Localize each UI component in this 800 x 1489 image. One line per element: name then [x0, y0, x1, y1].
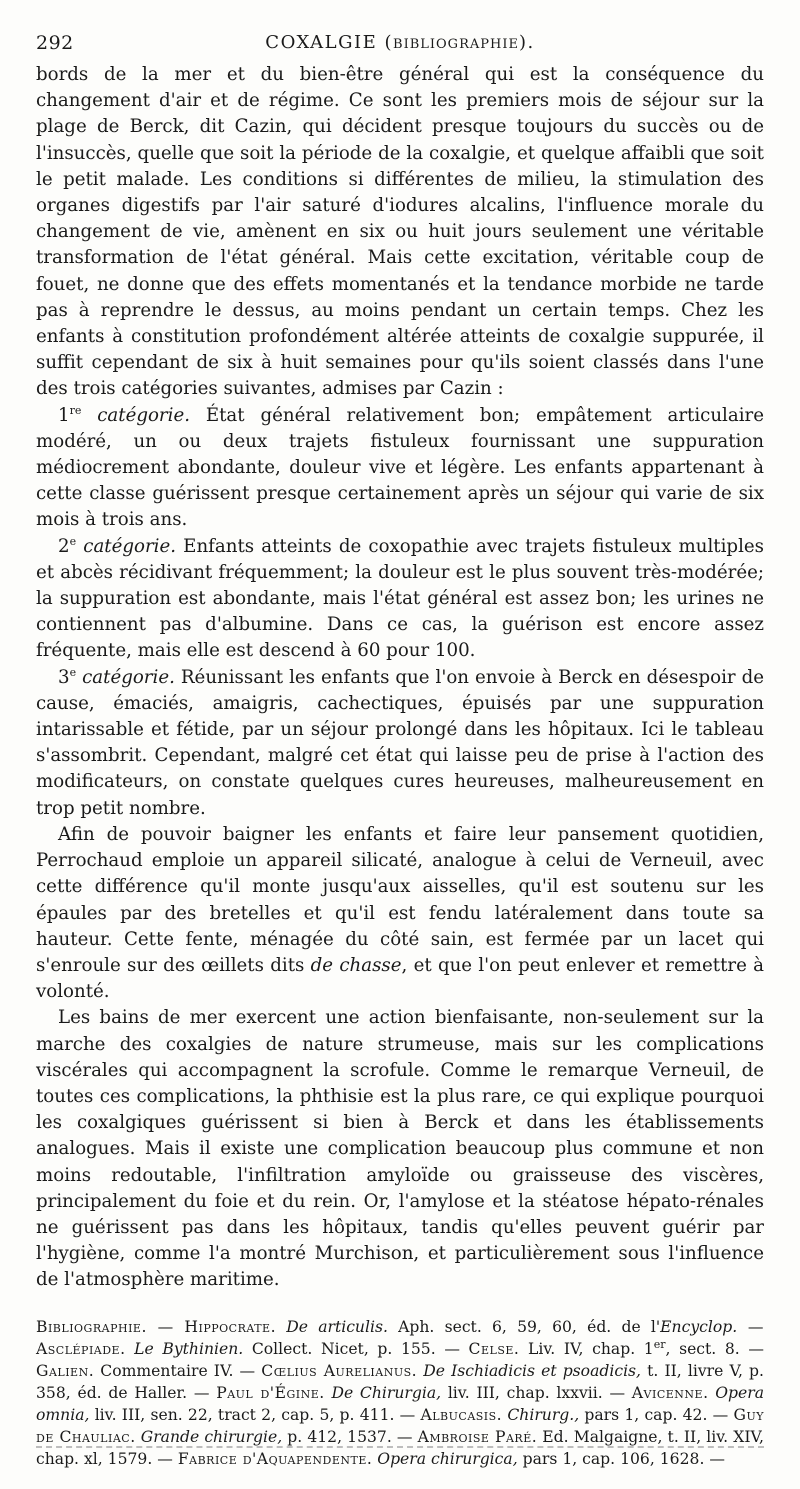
running-head-title: COXALGIE ( [265, 32, 394, 53]
category-1-text: État général relativement bon; empâtement articulaire modéré, un ou deux trajets fistuleux fournissant une suppuration médiocrement abondante, douleur vive et légère. Les enfants appartenant à cette classe guérissent presque certainement après un séjour qui varie de six mois à trois ans. [36, 404, 764, 531]
paragraph-appareil-italic: de chasse [310, 954, 402, 976]
category-3-number: 3 [58, 666, 70, 688]
category-3-sup: e [69, 665, 77, 679]
category-3-paragraph [36, 665, 764, 822]
bib-ref: pars 1, cap. 106, 1628. — [517, 1449, 725, 1468]
paragraph-appareil [36, 822, 764, 1005]
category-1-label: catégorie. [97, 404, 190, 426]
bib-ref: Ed. Malgaigne, t. II, liv. XIV, chap. xl, 1579. — [36, 1427, 764, 1468]
bib-heading: Bibliographie. — Hippocrate. [36, 1317, 277, 1336]
bib-sup: er [653, 1337, 666, 1351]
bib-author: — Asclépiade. [36, 1317, 764, 1358]
bib-ref: liv. III, chap. lxxvii. — [441, 1383, 632, 1402]
running-head-subtitle: BIBLIOGRAPHIE [393, 37, 519, 52]
paragraph-appareil-text: Afin de pouvoir baigner les enfants et faire leur pansement quotidien, Perrochaud emploie un appareil silicaté, analogue à celui de Verneuil, avec cette différence qu'il monte jusqu'aux aisselles, qu'il est soutenu sur les épaules par des bretelles et qu'il est fendu latéralement dans toute sa hauteur. Cette fente, ménagée du côté sain, est fermée par un lacet qui s'enroule sur des œillets dits [36, 823, 764, 976]
bib-ref: , sect. 8. — [665, 1339, 764, 1358]
bib-author: Guy de Chauliac. [36, 1405, 764, 1446]
bib-title: Le Bythinien. [125, 1339, 244, 1358]
bib-ref: Commentaire IV. — [94, 1361, 262, 1380]
category-1-number: 1 [58, 404, 70, 426]
bib-title: Opera chirurgica, [372, 1449, 518, 1468]
bib-ref: Liv. IV, chap. 1 [519, 1339, 654, 1358]
bib-author: Paul d'Égine. [216, 1383, 325, 1402]
bib-author: Fabrice d'Aquapendente. [177, 1449, 373, 1468]
bib-ref: liv. III, sen. 22, tract 2, cap. 5, p. 411. — [89, 1405, 421, 1424]
bib-title: De Chirurgia, [324, 1383, 442, 1402]
bib-ref: pars 1, cap. 42. — [579, 1405, 734, 1424]
paragraph-continued: bords de la mer et du bien-être général qui est la conséquence du changement d'air et de régime. Ce sont les premiers mois de séjour sur la plage de Berck, dit Cazin, qui décident presque toujours du succès ou de l'insuccès, quelle que soit la période de la coxalgie, et quelque affaibli que soit le petit malade. Les conditions si différentes de milieu, la stimulation des organes digestifs par l'air saturé d'iodures alcalins, l'influence morale du changement de vie, amènent en six ou huit jours seulement une véritable transformation de l'état général. Mais cette excitation, véritable coup de fouet, ne donne que des effets momentanés et la tendance morbide ne tarde pas à reprendre le dessus, au moins pendant un certain temps. Chez les enfants à constitution profondément altérée atteints de coxalgie suppurée, il suffit cependant de six à huit semaines pour qu'ils soient classés dans l'une des trois catégories suivantes, admises par Cazin : [36, 64, 764, 400]
body-text [36, 62, 764, 1294]
bib-ref: p. 412, 1537. — [282, 1427, 418, 1446]
bib-title: De Ischiadicis et psoadicis, [417, 1361, 642, 1380]
bib-author: Celse. [468, 1339, 520, 1358]
bottom-dotted-rule [36, 1446, 764, 1448]
paragraph-bains-de-mer: Les bains de mer exercent une action bienfaisante, non-seulement sur la marche des coxalgies de nature strumeuse, mais sur les complications viscérales qui accompagnent la scrofule. Comme le remarque Verneuil, de toutes ces complications, la phthisie est la plus rare, ce qui explique pourquoi les coxalgiques guérissent si bien à Berck et dans les établissements analogues. Mais il existe une complication beaucoup plus commune et non moins redoutable, l'infiltration amyloïde ou graisseuse des viscères, principalement du foie et du rein. Or, l'amylose et la stéatose hépato-rénales ne guérissent pas dans les hôpitaux, tandis qu'elles peuvent guérir par l'hygiène, comme l'a montré Murchison, et particulièrement sous l'influence de l'atmosphère maritime. [36, 1007, 764, 1291]
running-head-close: ). [518, 32, 535, 53]
category-3-text: Réunissant les enfants que l'on envoie à Berck en désespoir de cause, émaciés, amaigris, cachectiques, épuisés par une suppuration intarissable et fétide, par un séjour prolongé dans les hôpitaux. Ici le tableau s'assombrit. Cependant, malgré cet état qui laisse peu de prise à l'action des modificateurs, on constate quelques cures heureuses, malheureusement en trop petit nombre. [36, 666, 764, 819]
paragraph-appareil-end: , et que l'on peut enlever et remettre à volonté. [36, 954, 764, 1003]
bib-title: Chirurg., [502, 1405, 580, 1424]
bib-ref: t. II, livre V, p. 358, éd. de Haller. — [36, 1361, 764, 1402]
page-number: 292 [36, 32, 74, 54]
running-head [36, 32, 764, 53]
bib-ref: Collect. Nicet, p. 155. — [243, 1339, 469, 1358]
category-2-label: catégorie. [83, 535, 177, 557]
category-2-paragraph [36, 534, 764, 665]
category-2-text: Enfants atteints de coxopathie avec trajets fistuleux multiples et abcès récidivant fréquemment; la douleur est le plus souvent très-modérée; la suppuration est abondante, mais l'état général est assez bon; les urines ne contiennent pas d'albumine. Dans ce cas, la guérison est encore assez fréquente, mais elle est descend à 60 pour 100. [36, 535, 764, 662]
bib-title: Opera omnia, [36, 1383, 765, 1424]
category-1-sup: re [69, 403, 82, 417]
bib-author: Cœlius Aurelianus. [261, 1361, 418, 1380]
bib-title: Encyclop. [660, 1317, 738, 1336]
category-2-sup: e [69, 534, 77, 548]
category-3-label: catégorie. [82, 666, 175, 688]
bib-author: Ambroise Paré. [417, 1427, 538, 1446]
bib-title: De articulis. [276, 1317, 388, 1336]
bib-author: Avicenne. [631, 1383, 709, 1402]
bib-ref: Aph. sect. 6, 59, 60, éd. de l' [387, 1317, 661, 1336]
bib-author: Albucasis. [420, 1405, 503, 1424]
bib-author: Galien. [36, 1361, 95, 1380]
category-1-paragraph [36, 403, 764, 534]
page-header [36, 28, 764, 62]
bib-title: Grande chirurgie, [135, 1427, 283, 1446]
category-2-number: 2 [58, 535, 70, 557]
